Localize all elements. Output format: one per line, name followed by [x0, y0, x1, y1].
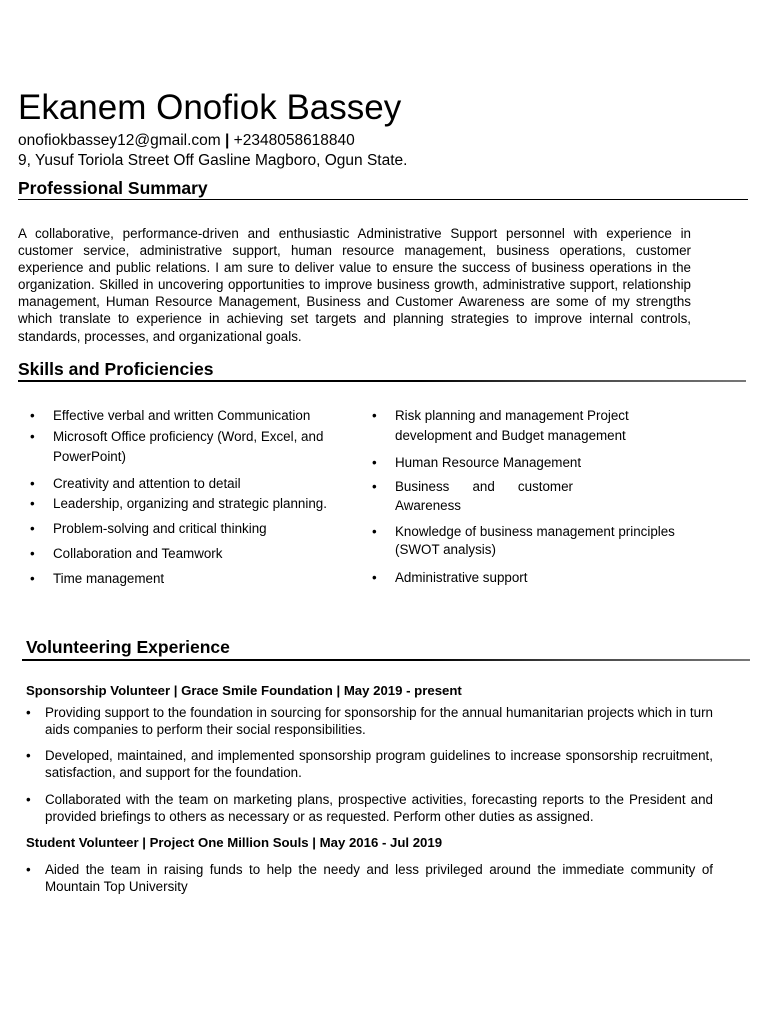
bullet-icon: • [30, 571, 35, 586]
experience-text: Collaborated with the team on marketing plans, prospective activities, forecasting reports to the President and provided briefings to others as necessary or as requested. Perform other duties as assigned. [45, 792, 713, 824]
skill-item [30, 427, 353, 467]
skill-item [30, 569, 353, 588]
skill-text: Administrative support [395, 570, 528, 585]
skill-item [30, 494, 353, 513]
skill-text: Microsoft Office proficiency (Word, Excel, and PowerPoint) [53, 429, 324, 464]
skill-item [30, 406, 353, 425]
skill-item [372, 406, 657, 446]
skill-text: Risk planning and management Project development and Budget management [395, 408, 629, 443]
bullet-icon: • [30, 521, 35, 536]
skills-divider [18, 380, 746, 382]
experience-item [26, 861, 713, 895]
bullet-icon: • [372, 524, 377, 539]
skill-text: Business and customer Awareness [395, 479, 573, 513]
phone-text: +2348058618840 [233, 132, 355, 149]
bullet-icon: • [26, 705, 31, 720]
summary-divider [18, 199, 748, 200]
skill-item [372, 523, 700, 559]
skill-item [372, 478, 573, 515]
skill-item [372, 568, 695, 587]
skill-text: Leadership, organizing and strategic planning. [53, 496, 327, 511]
bullet-icon: • [30, 429, 35, 444]
skill-item [372, 453, 695, 472]
address-text: 9, Yusuf Toriola Street Off Gasline Magboro, Ogun State. [18, 152, 408, 169]
bullet-icon: • [30, 546, 35, 561]
skill-item [30, 474, 353, 493]
experience-text: Providing support to the foundation in sourcing for sponsorship for the annual humanitarian projects which in turn aids companies to perform their social responsibilities. [45, 705, 713, 737]
candidate-name: Ekanem Onofiok Bassey [18, 88, 402, 127]
skill-text: Knowledge of business management principles (SWOT analysis) [395, 524, 675, 557]
bullet-icon: • [372, 570, 377, 585]
volunteering-heading: Volunteering Experience [26, 637, 230, 657]
contact-line [18, 131, 355, 150]
role-heading: Student Volunteer | Project One Million Souls | May 2016 - Jul 2019 [26, 835, 443, 850]
volunteering-divider [22, 659, 750, 661]
email-text: onofiokbassey12@gmail.com [18, 132, 221, 149]
experience-item [26, 747, 713, 781]
skill-item [30, 519, 353, 538]
skill-text: Problem-solving and critical thinking [53, 521, 267, 536]
bullet-icon: • [30, 496, 35, 511]
experience-text: Developed, maintained, and implemented sponsorship program guidelines to increase sponsorship recruitment, satisfaction, and support for the foundation. [45, 748, 713, 780]
skill-text: Collaboration and Teamwork [53, 546, 223, 561]
bullet-icon: • [26, 748, 31, 763]
bullet-icon: • [30, 476, 35, 491]
bullet-icon: • [372, 455, 377, 470]
bullet-icon: • [26, 792, 31, 807]
experience-item [26, 704, 713, 738]
bullet-icon: • [372, 408, 377, 423]
contact-separator: | [225, 132, 230, 149]
bullet-icon: • [30, 408, 35, 423]
summary-paragraph: A collaborative, performance-driven and enthusiastic Administrative Support personnel with experience in customer service, administrative support, human resource management, business operations, customer experience and public relations. I am sure to deliver value to ensure the success of business operations in the organization. Skilled in uncovering opportunities to improve business growth, administrative support, relationship management, Human Resource Management, Business and Customer Awareness are some of my strengths which translate to experience in achieving set targets and planning strategies to improve internal controls, standards, processes, and organizational goals. [18, 226, 691, 344]
experience-text: Aided the team in raising funds to help the needy and less privileged around the immediate community of Mountain Top University [45, 862, 713, 894]
skill-text: Effective verbal and written Communication [53, 408, 311, 423]
skills-heading: Skills and Proficiencies [18, 359, 214, 379]
skill-text: Human Resource Management [395, 455, 582, 470]
skill-text: Creativity and attention to detail [53, 476, 241, 491]
skill-text: Time management [53, 571, 165, 586]
bullet-icon: • [26, 862, 31, 877]
summary-heading: Professional Summary [18, 178, 208, 198]
bullet-icon: • [372, 479, 377, 494]
role-heading: Sponsorship Volunteer | Grace Smile Foundation | May 2019 - present [26, 683, 462, 698]
experience-item [26, 791, 713, 825]
skill-item [30, 544, 353, 563]
